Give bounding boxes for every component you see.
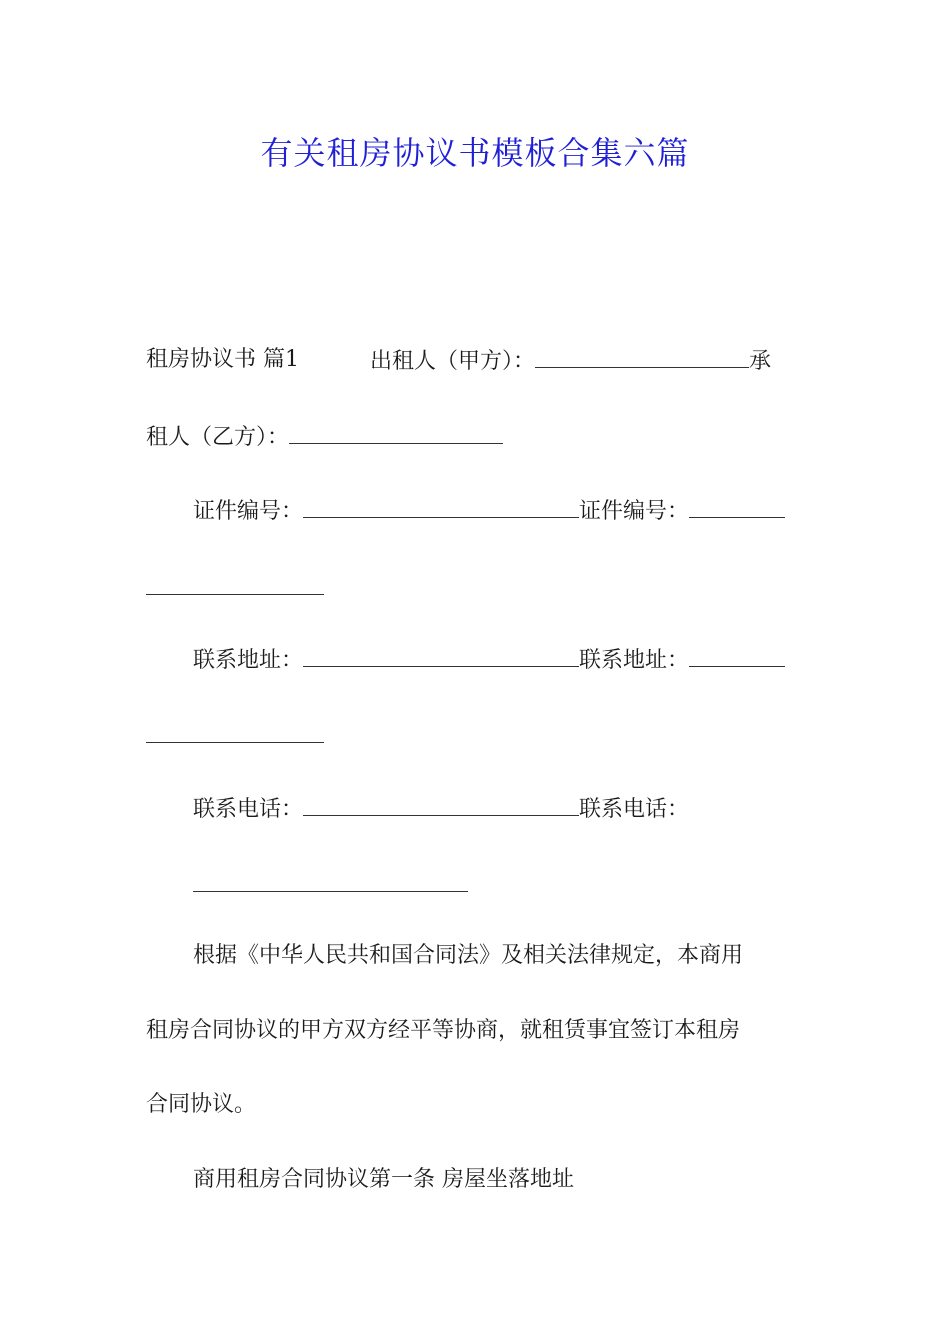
phone-label: 联系电话：	[579, 797, 690, 822]
blank-line	[193, 891, 468, 892]
lessor-blank	[535, 345, 749, 368]
text-line	[146, 345, 299, 375]
id-number-label: 证件编号：	[579, 499, 690, 524]
lessee-label: 租人（乙方）：	[146, 425, 290, 450]
paragraph-line: 商用租房合同协议第一条 房屋坐落地址	[193, 1167, 574, 1192]
paragraph-line: 根据《中华人民共和国合同法》及相关法律规定，本商用	[193, 943, 744, 968]
text-line	[193, 495, 785, 527]
phone-blank	[303, 793, 579, 816]
address-blank	[689, 644, 785, 667]
text-fragment: 承	[749, 349, 772, 374]
address-blank	[303, 644, 579, 667]
phone-label: 联系电话：	[193, 797, 304, 822]
section-heading: 租房协议书 篇1	[146, 347, 299, 372]
paragraph-line: 合同协议。	[146, 1092, 257, 1117]
text-line	[146, 421, 503, 453]
text-line	[370, 345, 771, 377]
blank-line	[146, 742, 324, 743]
blank-line	[146, 594, 324, 595]
text-line	[193, 793, 689, 825]
address-label: 联系地址：	[193, 648, 304, 673]
id-number-blank	[303, 495, 579, 518]
address-label: 联系地址：	[579, 648, 690, 673]
paragraph-line: 租房合同协议的甲方双方经平等协商，就租赁事宜签订本租房	[146, 1018, 741, 1043]
lessee-blank	[289, 421, 503, 444]
lessor-label: 出租人（甲方）：	[370, 349, 536, 374]
text-line	[193, 644, 785, 676]
document-title: 有关租房协议书模板合集六篇	[260, 134, 690, 172]
id-number-label: 证件编号：	[193, 499, 304, 524]
id-number-blank	[689, 495, 785, 518]
